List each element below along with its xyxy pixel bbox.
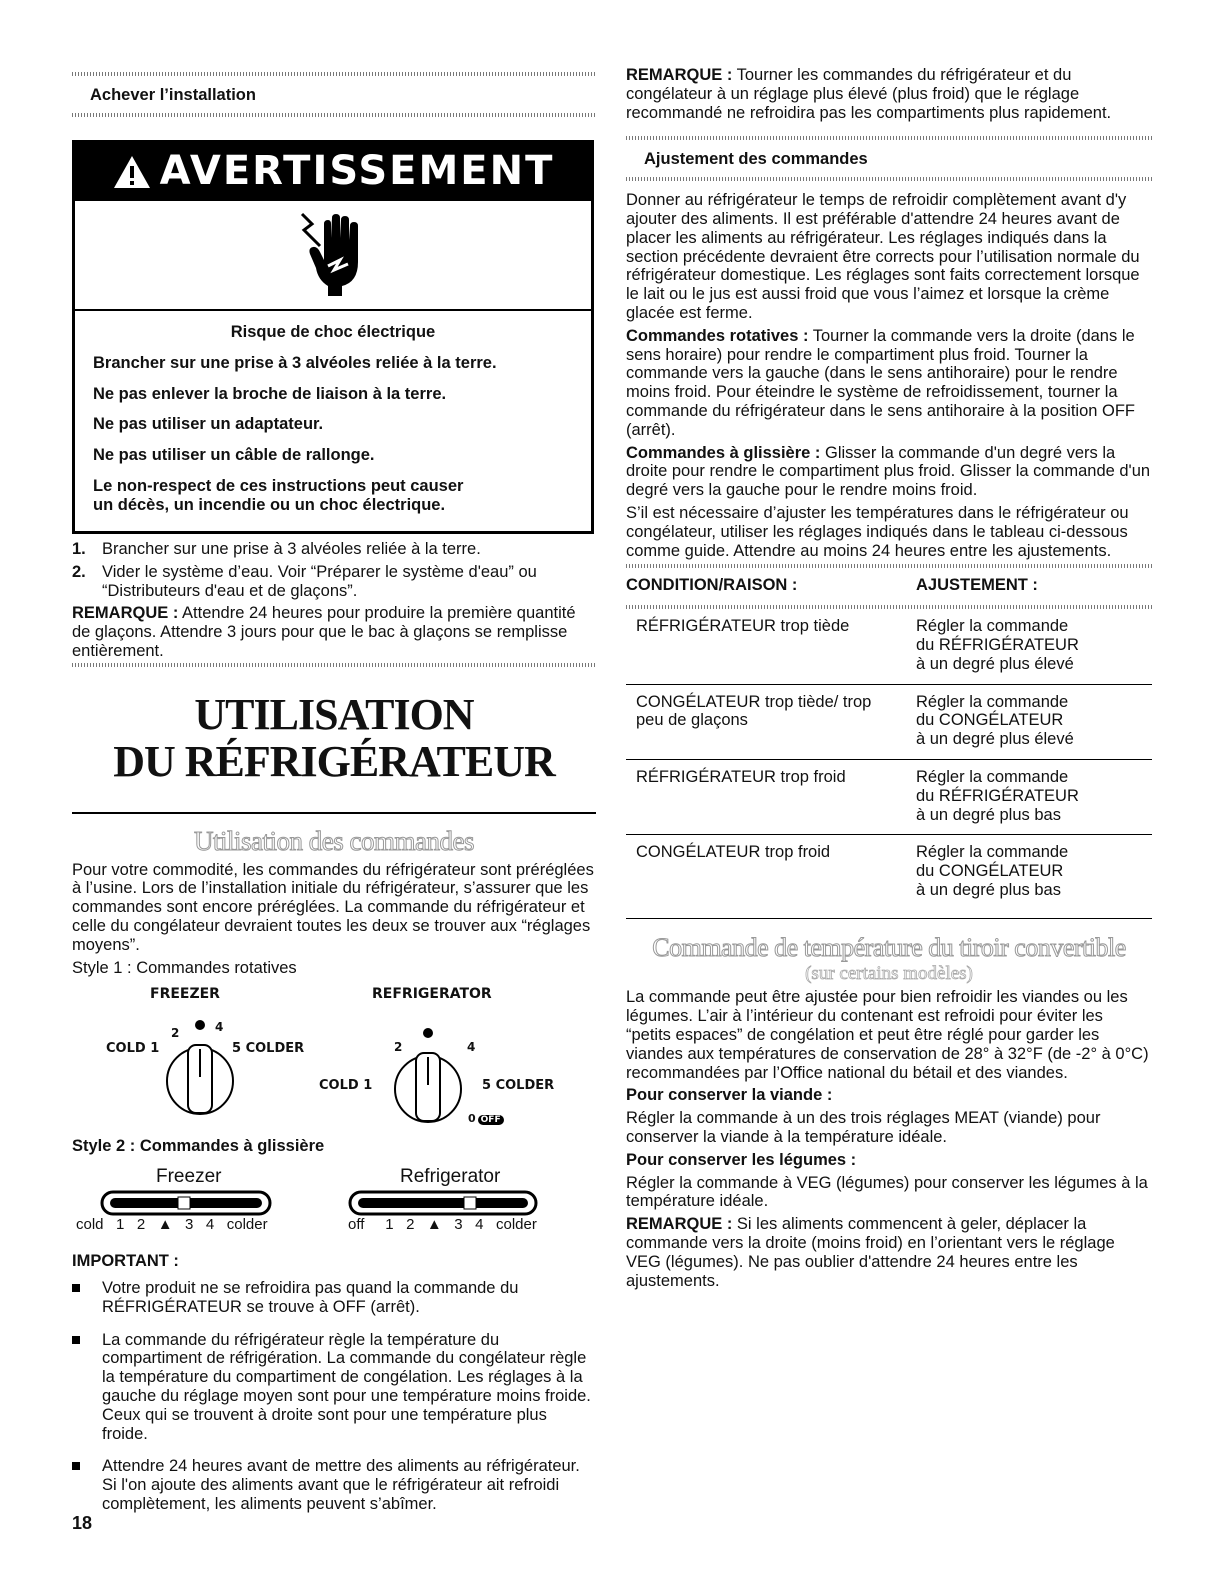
warning-triangle-icon	[112, 154, 152, 190]
list-item: Votre produit ne se refroidira pas quand la commande du RÉFRIGÉRATEUR se trouve à OFF (arrêt).	[72, 1279, 596, 1317]
sub-heading-note: (sur certains modèles)	[805, 962, 973, 984]
table-header: AJUSTEMENT :	[916, 576, 1038, 595]
rotary-dials-illustration	[72, 977, 596, 1127]
sub-heading: Commande de température du tiroir convertible	[652, 933, 1126, 963]
warning-line: Ne pas utiliser un câble de rallonge.	[93, 446, 375, 465]
note-paragraph: REMARQUE : Si les aliments commencent à geler, déplacer la commande vers la droite (moins froid) en l’orientant vers le réglage VEG (légumes). Ne pas oublier d'attendre 24 heures entre les ajustements.	[626, 1215, 1115, 1290]
freezer-slider-icon	[100, 1190, 272, 1216]
dial-number: 4	[467, 1040, 476, 1055]
meat-label: Pour conserver la viande :	[626, 1086, 833, 1105]
page-title: UTILISATION DU RÉFRIGÉRATEUR	[113, 689, 555, 787]
divider	[72, 113, 596, 117]
dial-colder-label: 5 COLDER	[232, 1041, 305, 1057]
warning-risk-title: Risque de choc électrique	[230, 323, 436, 341]
note-paragraph: REMARQUE : Attendre 24 heures pour produire la première quantité de glaçons. Attendre 3 jours pour que le bac à glaçons se remplisse entièrement.	[72, 604, 576, 660]
table-header: CONDITION/RAISON :	[626, 576, 798, 595]
rotary-paragraph: Commandes rotatives : Tourner la commande vers la droite (dans le sens horaire) pour rendre le compartiment plus froid. Tourner la commande vers la gauche (dans le sens antihoraire) pour le rendre moins froid. Pour éteindre le système de refroidissement, tourner la commande du réfrigérateur dans le sens antihoraire à la position OFF (arrêt).	[626, 326, 1136, 439]
adjustment-table	[626, 568, 1152, 909]
warning-line: Brancher sur une prise à 3 alvéoles reliée à la terre.	[93, 353, 497, 372]
veg-paragraph: Régler la commande à VEG (légumes) pour conserver les légumes à la température idéale.	[626, 1173, 1148, 1211]
divider	[626, 177, 1152, 181]
list-item: Attendre 24 heures avant de mettre des aliments au réfrigérateur. Si l'on ajoute des aliments avant que le réfrigérateur ait refroidi complètement, les aliments peuvent s’abîmer.	[72, 1457, 596, 1513]
slider-paragraph: Commandes à glissière : Glisser la commande d'un degré vers la droite pour rendre le compartiment plus froid. Glisser la commande d'un degré vers la gauche pour le rendre moins froid.	[626, 443, 1151, 500]
dial-number: 2	[171, 1026, 180, 1041]
warning-header	[75, 143, 591, 201]
dial-off-marker: 0 OFF	[468, 1113, 504, 1126]
right-column	[626, 66, 1152, 1290]
divider	[626, 918, 1152, 920]
important-label: IMPORTANT :	[72, 1252, 179, 1271]
table-row: CONGÉLATEUR trop froid Régler la commande du CONGÉLATEUR à un degré plus bas	[636, 843, 1069, 899]
freezer-slider-scale: cold 1 2 ▲ 3 4 colder	[76, 1216, 268, 1234]
divider	[72, 812, 596, 814]
dial-colder-label: 5 COLDER	[482, 1078, 555, 1094]
dial-refrigerator-label: REFRIGERATOR	[372, 986, 492, 1003]
adjust-paragraph-2: S’il est nécessaire d’ajuster les températures dans le réfrigérateur ou congélateur, utiliser les réglages indiqués dans le tableau ci-dessous comme guide. Attendre au moins 24 heures entre les ajustements.	[626, 503, 1129, 560]
list-item: 2. Vider le système d’eau. Voir “Préparer le système d'eau” ou “Distributeurs d'eau et de glaçons”.	[72, 562, 537, 600]
style1-label: Style 1 : Commandes rotatives	[72, 958, 297, 977]
veg-label: Pour conserver les légumes :	[626, 1150, 857, 1169]
left-column	[72, 0, 596, 117]
drawer-paragraph: La commande peut être ajustée pour bien refroidir les viandes ou les légumes. L’air à l’intérieur du contenant est refroidi pour éviter les “petits espaces” de congélation et peut être réglé pour garder les viandes aux températures de conservation de 28° à 32°F (de -2° à 0°C) recommandées par l’Office national du bétail et des viandes.	[626, 988, 1149, 1082]
intro-paragraph: Pour votre commodité, les commandes du réfrigérateur sont préréglées à l’usine. Lors de l’installation initiale du réfrigérateur, s’assurer que les commandes sont encore préréglées. La commande du réfrigérateur et celle du congélateur devraient toutes les deux se trouver aux “réglages moyens”.	[72, 860, 594, 954]
refrigerator-slider-scale: off 1 2 ▲ 3 4 colder	[348, 1216, 537, 1234]
important-list	[72, 1279, 596, 1514]
steps-list	[72, 540, 596, 600]
table-row: RÉFRIGÉRATEUR trop froid Régler la commande du RÉFRIGÉRATEUR à un degré plus bas	[626, 759, 1152, 834]
slider-controls-illustration	[72, 1156, 596, 1234]
dial-number: 2	[394, 1040, 403, 1055]
warning-title: AVERTISSEMENT	[159, 148, 555, 195]
electric-shock-hand-icon	[298, 210, 368, 300]
warning-body	[75, 311, 591, 527]
dial-cold-label: COLD 1	[319, 1078, 373, 1094]
warning-consequence: un décès, un incendie ou un choc électrique.	[93, 495, 446, 514]
dial-cold-label: COLD 1	[106, 1041, 160, 1057]
divider	[72, 663, 596, 667]
warning-line: Ne pas enlever la broche de liaison à la terre.	[93, 384, 447, 403]
sub-heading: Utilisation des commandes	[194, 825, 474, 856]
refrigerator-dial-icon	[392, 1023, 464, 1131]
slider-freezer-label: Freezer	[156, 1166, 222, 1188]
page-number: 18	[72, 1513, 93, 1533]
style2-label: Style 2 : Commandes à glissière	[72, 1137, 325, 1156]
freezer-dial-icon	[164, 1015, 236, 1123]
warning-box	[72, 140, 594, 534]
table-row: RÉFRIGÉRATEUR trop tiède Régler la commande du RÉFRIGÉRATEUR à un degré plus élevé	[626, 609, 1152, 684]
refrigerator-slider-icon	[348, 1190, 538, 1216]
warning-icon-area	[75, 201, 591, 311]
meat-paragraph: Régler la commande à un des trois réglages MEAT (viande) pour conserver la viande à la température idéale.	[626, 1109, 1101, 1147]
list-item: La commande du réfrigérateur règle la température du compartiment de réfrigération. La commande du congélateur règle la température du compartiment de congélation. Les réglages à la gauche du réglage moyen sont pour une température moins froide. Ceux qui se trouvent à droite sont pour une température plus froide.	[72, 1331, 596, 1444]
slider-refrigerator-label: Refrigerator	[400, 1166, 501, 1188]
warning-line: Ne pas utiliser un adaptateur.	[93, 415, 324, 434]
section-heading: Achever l’installation	[90, 86, 256, 104]
note-paragraph: REMARQUE : Tourner les commandes du réfrigérateur et du congélateur à un réglage plus élevé (plus froid) que le réglage recommandé ne refroidira pas les compartiments plus rapidement.	[626, 66, 1112, 122]
dial-freezer-label: FREEZER	[150, 986, 220, 1003]
warning-consequence: Le non-respect de ces instructions peut causer	[93, 476, 464, 495]
section-heading: Ajustement des commandes	[644, 150, 868, 169]
list-item: 1. Brancher sur une prise à 3 alvéoles reliée à la terre.	[72, 540, 481, 558]
table-row: CONGÉLATEUR trop tiède/ trop peu de glaçons Régler la commande du CONGÉLATEUR à un degré plus élevé	[626, 684, 1152, 759]
left-column-content	[72, 540, 596, 1528]
dial-number: 4	[215, 1020, 224, 1035]
adjust-paragraph: Donner au réfrigérateur le temps de refroidir complètement avant d'y ajouter des aliments. Il est préférable d'attendre 24 heures avant de placer les aliments au réfrigérateur. Les réglages indiqués dans la section précédente devraient être corrects pour l’utilisation normale du réfrigérateur domestique. Les réglages sont faits correctement lorsque le lait ou le jus est aussi froid que vous l’aimez et lorsque la crème glacée est ferme.	[626, 191, 1140, 322]
